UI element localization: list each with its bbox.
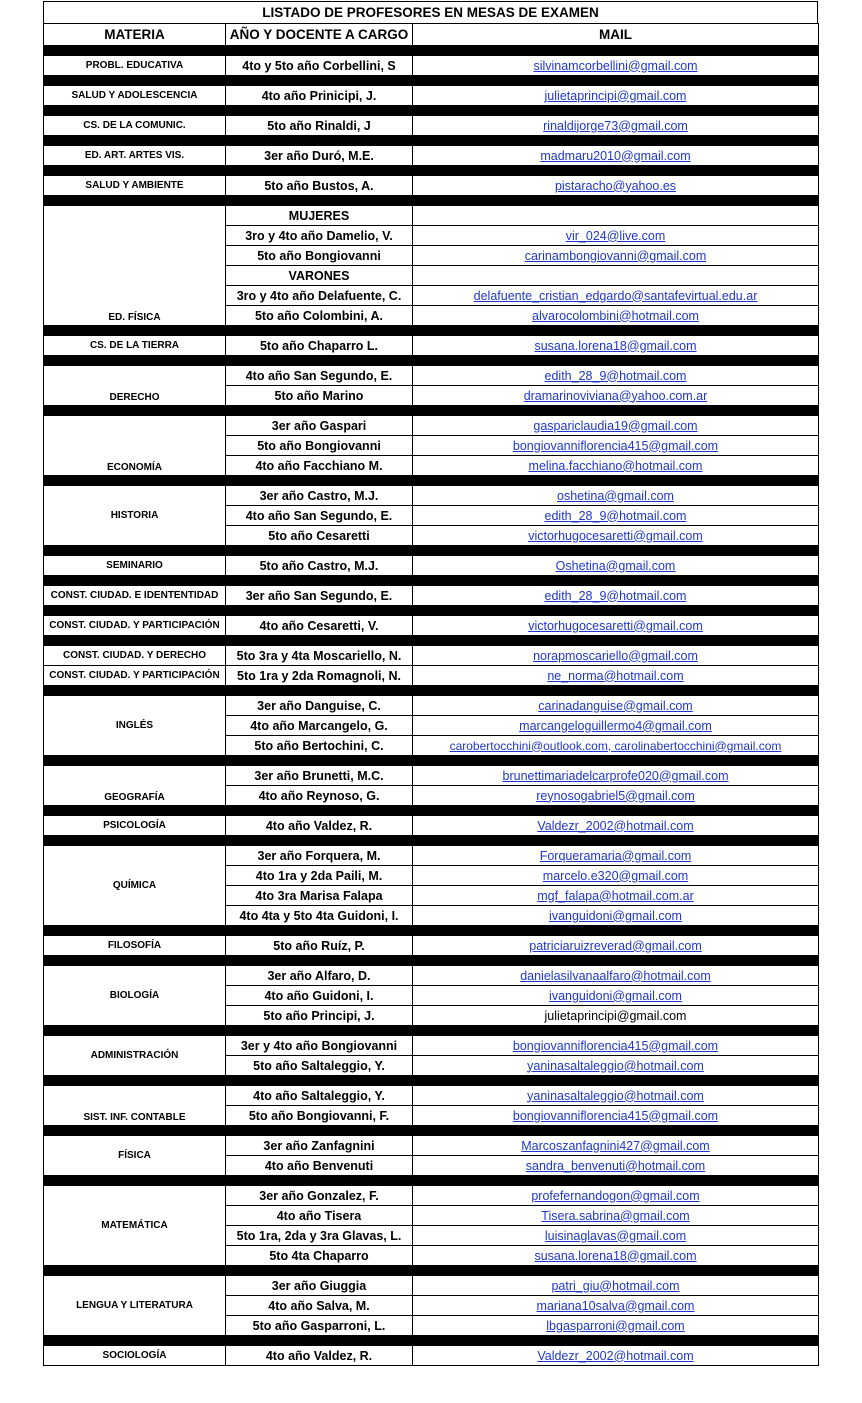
mail-cell <box>413 486 819 506</box>
mail-link[interactable]: profefernandogon@gmail.com <box>531 1188 700 1203</box>
mail-link[interactable]: oshetina@gmail.com <box>557 488 674 503</box>
docente-cell: 5to año Bustos, A. <box>226 176 413 196</box>
docente-cell: 5to año Castro, M.J. <box>226 556 413 576</box>
docente-cell: 3er año Giuggia <box>226 1276 413 1296</box>
separator-row <box>44 106 819 116</box>
table-row <box>44 556 819 576</box>
materia-cell: SOCIOLOGÍA <box>44 1346 226 1366</box>
docente-cell: 3er año Brunetti, M.C. <box>226 766 413 786</box>
separator-bar <box>44 836 819 846</box>
separator-bar <box>44 926 819 936</box>
mail-cell <box>413 716 819 736</box>
mail-cell <box>413 846 819 866</box>
mail-link[interactable]: marcangeloguillermo4@gmail.com <box>519 718 712 733</box>
separator-bar <box>44 1336 819 1346</box>
docente-cell: 3er año Zanfagnini <box>226 1136 413 1156</box>
mail-link[interactable]: susana.lorena18@gmail.com <box>534 338 697 353</box>
mail-link[interactable]: carobertocchini@outlook.com, carolinabertocchini@gmail.com <box>449 738 782 753</box>
docente-cell: 5to año Rinaldi, J <box>226 116 413 136</box>
table-row <box>44 696 819 716</box>
mail-link[interactable]: Marcoszanfagnini427@gmail.com <box>521 1138 710 1153</box>
mail-link[interactable]: julietaprincipi@gmail.com <box>544 88 687 103</box>
mail-link[interactable]: mgf_falapa@hotmail.com.ar <box>537 888 694 903</box>
table-row <box>44 486 819 506</box>
mail-cell <box>413 1276 819 1296</box>
mail-link[interactable]: ne_norma@hotmail.com <box>547 668 684 683</box>
mail-link[interactable]: yaninasaltaleggio@hotmail.com <box>527 1058 704 1073</box>
separator-bar <box>44 356 819 366</box>
mail-cell <box>413 866 819 886</box>
mail-cell <box>413 666 819 686</box>
mail-cell <box>413 906 819 926</box>
mail-cell <box>413 176 819 196</box>
mail-link[interactable]: marcelo.e320@gmail.com <box>542 868 689 883</box>
materia-cell: MATEMÁTICA <box>44 1186 226 1266</box>
separator-row <box>44 836 819 846</box>
table-row <box>44 1186 819 1206</box>
materia-cell: CONST. CIUDAD. Y PARTICIPACIÓN <box>44 666 226 686</box>
docente-cell: 5to año Ruíz, P. <box>226 936 413 956</box>
separator-row <box>44 166 819 176</box>
separator-row <box>44 576 819 586</box>
docente-cell: 3er año Forquera, M. <box>226 846 413 866</box>
docente-cell: 5to 4ta Chaparro <box>226 1246 413 1266</box>
table-row <box>44 1086 819 1106</box>
mail-link[interactable]: gaspariclaudia19@gmail.com <box>533 418 698 433</box>
separator-row <box>44 1126 819 1136</box>
docente-cell: 5to año Chaparro L. <box>226 336 413 356</box>
mail-cell <box>413 526 819 546</box>
docente-cell: 5to 1ra, 2da y 3ra Glavas, L. <box>226 1226 413 1246</box>
separator-row <box>44 956 819 966</box>
docente-cell: 4to año Reynoso, G. <box>226 786 413 806</box>
docente-cell: 3er año Castro, M.J. <box>226 486 413 506</box>
mail-cell <box>413 886 819 906</box>
docente-cell: 4to año Saltaleggio, Y. <box>226 1086 413 1106</box>
mail-cell <box>413 266 819 286</box>
materia-cell: ED. FÍSICA <box>44 206 226 326</box>
docente-cell: 3er año Alfaro, D. <box>226 966 413 986</box>
separator-bar <box>44 166 819 176</box>
materia-cell: CONST. CIUDAD. Y DERECHO <box>44 646 226 666</box>
materia-cell: SALUD Y ADOLESCENCIA <box>44 86 226 106</box>
materia-cell: HISTORIA <box>44 486 226 546</box>
table-row <box>44 1276 819 1296</box>
materia-cell: SALUD Y AMBIENTE <box>44 176 226 196</box>
mail-link[interactable]: ivanguidoni@gmail.com <box>549 908 682 923</box>
mail-link[interactable]: norapmoscariello@gmail.com <box>533 648 698 663</box>
mail-link[interactable]: patri_giu@hotmail.com <box>551 1278 680 1293</box>
mail-cell <box>413 336 819 356</box>
separator-row <box>44 686 819 696</box>
mail-cell <box>413 1086 819 1106</box>
mail-cell <box>413 146 819 166</box>
mail-cell <box>413 306 819 326</box>
docente-cell: 3er año Gaspari <box>226 416 413 436</box>
docente-cell: 4to año Benvenuti <box>226 1156 413 1176</box>
separator-bar <box>44 1176 819 1186</box>
mail-link[interactable]: carinadanguise@gmail.com <box>538 698 693 713</box>
mail-cell <box>413 1106 819 1126</box>
mail-link[interactable]: edith_28_9@hotmail.com <box>544 508 687 523</box>
separator-bar <box>44 1026 819 1036</box>
table-row <box>44 206 819 226</box>
mail-cell <box>413 696 819 716</box>
separator-row <box>44 76 819 86</box>
separator-row <box>44 356 819 366</box>
mail-cell <box>413 936 819 956</box>
materia-cell: CS. DE LA COMUNIC. <box>44 116 226 136</box>
sheet-title: LISTADO DE PROFESORES EN MESAS DE EXAMEN <box>43 1 818 23</box>
table-row <box>44 56 819 76</box>
docente-cell: 4to año Guidoni, I. <box>226 986 413 1006</box>
materia-cell: CONST. CIUDAD. Y PARTICIPACIÓN <box>44 616 226 636</box>
separator-bar <box>44 956 819 966</box>
mail-link[interactable]: Valdezr_2002@hotmail.com <box>537 818 694 833</box>
docente-cell: 5to año Gasparroni, L. <box>226 1316 413 1336</box>
mail-link[interactable]: madmaru2010@gmail.com <box>540 148 691 163</box>
docente-cell: 4to y 5to año Corbellini, S <box>226 56 413 76</box>
separator-row <box>44 136 819 146</box>
mail-cell <box>413 1206 819 1226</box>
separator-bar <box>44 636 819 646</box>
mail-link[interactable]: alvarocolombini@hotmail.com <box>532 308 699 323</box>
materia-cell: FÍSICA <box>44 1136 226 1176</box>
table-row <box>44 666 819 686</box>
table-row <box>44 416 819 436</box>
separator-bar <box>44 1126 819 1136</box>
separator-row <box>44 46 819 56</box>
mail-cell <box>413 506 819 526</box>
separator-bar <box>44 756 819 766</box>
materia-cell: ED. ART. ARTES VIS. <box>44 146 226 166</box>
mail-link[interactable]: yaninasaltaleggio@hotmail.com <box>527 1088 704 1103</box>
mail-cell <box>413 366 819 386</box>
mail-link[interactable]: danielasilvanaalfaro@hotmail.com <box>520 968 711 983</box>
mail-link[interactable]: ivanguidoni@gmail.com <box>549 988 682 1003</box>
mail-link[interactable]: Oshetina@gmail.com <box>555 558 676 573</box>
teachers-table <box>43 23 819 1366</box>
separator-row <box>44 326 819 336</box>
table-row <box>44 366 819 386</box>
mail-cell <box>413 556 819 576</box>
mail-link[interactable]: carinambongiovanni@gmail.com <box>524 248 707 263</box>
docente-cell: 5to año Bertochini, C. <box>226 736 413 756</box>
separator-bar <box>44 196 819 206</box>
separator-bar <box>44 136 819 146</box>
docente-cell: MUJERES <box>226 206 413 226</box>
table-row <box>44 936 819 956</box>
separator-bar <box>44 806 819 816</box>
materia-cell: SIST. INF. CONTABLE <box>44 1086 226 1126</box>
docente-cell: 4to año San Segundo, E. <box>226 366 413 386</box>
mail-cell <box>413 416 819 436</box>
table-row <box>44 846 819 866</box>
separator-row <box>44 926 819 936</box>
mail-cell <box>413 1346 819 1366</box>
materia-cell: PSICOLOGÍA <box>44 816 226 836</box>
mail-cell <box>413 286 819 306</box>
mail-cell <box>413 246 819 266</box>
table-row <box>44 586 819 606</box>
separator-row <box>44 1176 819 1186</box>
mail-link[interactable]: bongiovanniflorencia415@gmail.com <box>512 1038 719 1053</box>
separator-bar <box>44 46 819 56</box>
mail-link[interactable]: edith_28_9@hotmail.com <box>544 588 687 603</box>
table-row <box>44 146 819 166</box>
mail-cell <box>413 786 819 806</box>
separator-bar <box>44 686 819 696</box>
docente-cell: 4to año Valdez, R. <box>226 1346 413 1366</box>
mail-text: julietaprincipi@gmail.com <box>544 1008 687 1023</box>
mail-cell <box>413 766 819 786</box>
mail-cell <box>413 226 819 246</box>
separator-row <box>44 1076 819 1086</box>
mail-cell <box>413 1156 819 1176</box>
mail-cell <box>413 1136 819 1156</box>
table-row <box>44 816 819 836</box>
materia-cell: SEMINARIO <box>44 556 226 576</box>
docente-cell: 3er y 4to año Bongiovanni <box>226 1036 413 1056</box>
materia-cell: CONST. CIUDAD. E IDENTENTIDAD <box>44 586 226 606</box>
separator-bar <box>44 1076 819 1086</box>
table-row <box>44 1036 819 1056</box>
separator-row <box>44 636 819 646</box>
mail-cell <box>413 86 819 106</box>
exam-teachers-sheet <box>43 1 818 1366</box>
table-row <box>44 646 819 666</box>
mail-cell <box>413 1186 819 1206</box>
mail-link[interactable]: bongiovanniflorencia415@gmail.com <box>512 438 719 453</box>
materia-cell: INGLÉS <box>44 696 226 756</box>
mail-cell <box>413 1296 819 1316</box>
mail-link[interactable]: pistaracho@yahoo.es <box>554 178 677 193</box>
mail-link[interactable]: lbgasparroni@gmail.com <box>546 1318 685 1333</box>
mail-cell <box>413 1246 819 1266</box>
docente-cell: 5to año Cesaretti <box>226 526 413 546</box>
header-materia: MATERIA <box>44 24 226 46</box>
separator-row <box>44 1336 819 1346</box>
materia-cell: CS. DE LA TIERRA <box>44 336 226 356</box>
separator-row <box>44 406 819 416</box>
table-row <box>44 966 819 986</box>
docente-cell: 3er año Duró, M.E. <box>226 146 413 166</box>
separator-row <box>44 606 819 616</box>
materia-cell: BIOLOGÍA <box>44 966 226 1026</box>
mail-cell <box>413 1316 819 1336</box>
mail-cell <box>413 616 819 636</box>
separator-bar <box>44 76 819 86</box>
materia-cell: DERECHO <box>44 366 226 406</box>
materia-cell: FILOSOFÍA <box>44 936 226 956</box>
docente-cell: 3er año San Segundo, E. <box>226 586 413 606</box>
mail-link[interactable]: Tisera.sabrina@gmail.com <box>541 1208 690 1223</box>
mail-link[interactable]: patriciaruizreverad@gmail.com <box>529 938 702 953</box>
docente-cell: 3ro y 4to año Delafuente, C. <box>226 286 413 306</box>
docente-cell: 4to 4ta y 5to 4ta Guidoni, I. <box>226 906 413 926</box>
docente-cell: 5to año Bongiovanni <box>226 436 413 456</box>
separator-bar <box>44 576 819 586</box>
separator-bar <box>44 106 819 116</box>
mail-link[interactable]: delafuente_cristian_edgardo@santafevirtual.edu.ar <box>473 288 758 303</box>
materia-cell: ADMINISTRACIÓN <box>44 1036 226 1076</box>
materia-cell: QUÍMICA <box>44 846 226 926</box>
separator-row <box>44 196 819 206</box>
docente-cell: 4to año Marcangelo, G. <box>226 716 413 736</box>
mail-cell <box>413 1056 819 1076</box>
separator-row <box>44 1266 819 1276</box>
mail-cell <box>413 1226 819 1246</box>
materia-cell: ECONOMÍA <box>44 416 226 476</box>
docente-cell: VARONES <box>226 266 413 286</box>
table-row <box>44 1346 819 1366</box>
mail-link[interactable]: vir_024@live.com <box>565 228 666 243</box>
separator-row <box>44 1026 819 1036</box>
docente-cell: 4to año Valdez, R. <box>226 816 413 836</box>
mail-link[interactable]: silvinamcorbellini@gmail.com <box>533 58 698 73</box>
mail-cell <box>413 986 819 1006</box>
mail-cell <box>413 436 819 456</box>
mail-link[interactable]: mariana10salva@gmail.com <box>536 1298 695 1313</box>
separator-bar <box>44 546 819 556</box>
mail-cell <box>413 1036 819 1056</box>
docente-cell: 4to año Salva, M. <box>226 1296 413 1316</box>
mail-cell <box>413 386 819 406</box>
mail-link[interactable]: rinaldijorge73@gmail.com <box>543 118 688 133</box>
header-mail: MAIL <box>413 24 819 46</box>
mail-link[interactable]: Valdezr_2002@hotmail.com <box>537 1348 694 1363</box>
docente-cell: 5to año Bongiovanni <box>226 246 413 266</box>
header-row <box>44 24 819 46</box>
materia-cell: LENGUA Y LITERATURA <box>44 1276 226 1336</box>
mail-cell <box>413 206 819 226</box>
docente-cell: 4to año Prinicipi, J. <box>226 86 413 106</box>
mail-link[interactable]: edith_28_9@hotmail.com <box>544 368 687 383</box>
table-row <box>44 116 819 136</box>
mail-link[interactable]: Forqueramaria@gmail.com <box>539 848 692 863</box>
separator-bar <box>44 1266 819 1276</box>
mail-link[interactable]: sandra_benvenuti@hotmail.com <box>525 1158 706 1173</box>
separator-row <box>44 806 819 816</box>
mail-cell <box>413 646 819 666</box>
docente-cell: 3er año Danguise, C. <box>226 696 413 716</box>
docente-cell: 4to año Tisera <box>226 1206 413 1226</box>
docente-cell: 4to 3ra Marisa Falapa <box>226 886 413 906</box>
separator-bar <box>44 606 819 616</box>
separator-row <box>44 756 819 766</box>
docente-cell: 4to año Cesaretti, V. <box>226 616 413 636</box>
mail-link[interactable]: melina.facchiano@hotmail.com <box>528 458 703 473</box>
mail-cell <box>413 1006 819 1026</box>
separator-row <box>44 476 819 486</box>
docente-cell: 5to 1ra y 2da Romagnoli, N. <box>226 666 413 686</box>
table-row <box>44 1136 819 1156</box>
table-row <box>44 86 819 106</box>
mail-cell <box>413 736 819 756</box>
mail-link[interactable]: victorhugocesaretti@gmail.com <box>528 618 703 633</box>
mail-link[interactable]: bongiovanniflorencia415@gmail.com <box>512 1108 719 1123</box>
table-row <box>44 766 819 786</box>
docente-cell: 4to año Facchiano M. <box>226 456 413 476</box>
mail-cell <box>413 966 819 986</box>
docente-cell: 5to año Saltaleggio, Y. <box>226 1056 413 1076</box>
mail-cell <box>413 586 819 606</box>
docente-cell: 5to año Principi, J. <box>226 1006 413 1026</box>
materia-cell: GEOGRAFÍA <box>44 766 226 806</box>
table-row <box>44 616 819 636</box>
docente-cell: 5to año Colombini, A. <box>226 306 413 326</box>
docente-cell: 4to año San Segundo, E. <box>226 506 413 526</box>
mail-cell <box>413 816 819 836</box>
mail-cell <box>413 456 819 476</box>
mail-link[interactable]: susana.lorena18@gmail.com <box>534 1248 697 1263</box>
table-row <box>44 336 819 356</box>
docente-cell: 3ro y 4to año Damelio, V. <box>226 226 413 246</box>
separator-row <box>44 546 819 556</box>
mail-link[interactable]: brunettimariadelcarprofe020@gmail.com <box>502 768 729 783</box>
mail-link[interactable]: dramarinoviviana@yahoo.com.ar <box>523 388 708 403</box>
separator-bar <box>44 406 819 416</box>
mail-link[interactable]: victorhugocesaretti@gmail.com <box>528 528 703 543</box>
mail-link[interactable]: reynosogabriel5@gmail.com <box>536 788 695 803</box>
mail-link[interactable]: luisinaglavas@gmail.com <box>544 1228 687 1243</box>
docente-cell: 3er año Gonzalez, F. <box>226 1186 413 1206</box>
separator-bar <box>44 326 819 336</box>
docente-cell: 4to 1ra y 2da Paili, M. <box>226 866 413 886</box>
table-row <box>44 176 819 196</box>
materia-cell: PROBL. EDUCATIVA <box>44 56 226 76</box>
docente-cell: 5to año Marino <box>226 386 413 406</box>
header-docente: AÑO Y DOCENTE A CARGO <box>226 24 413 46</box>
mail-cell <box>413 56 819 76</box>
mail-cell <box>413 116 819 136</box>
docente-cell: 5to año Bongiovanni, F. <box>226 1106 413 1126</box>
separator-bar <box>44 476 819 486</box>
docente-cell: 5to 3ra y 4ta Moscariello, N. <box>226 646 413 666</box>
